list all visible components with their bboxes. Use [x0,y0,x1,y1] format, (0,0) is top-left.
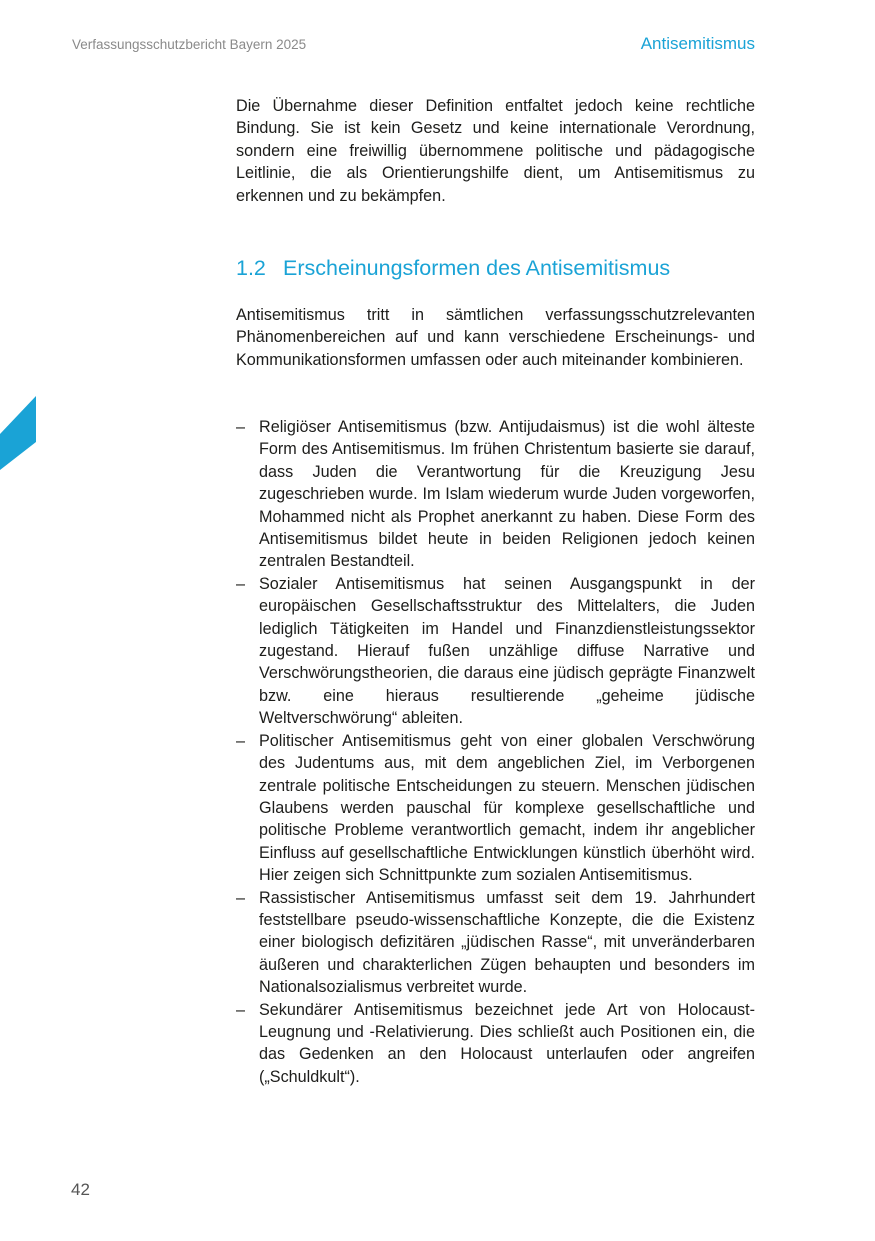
list-item-text: Sozialer Antisemitismus hat seinen Ausgangspunkt in der europäischen Gesellschaftsstruktur des Mittelalters, die Juden lediglich Tätigkeiten im Handel und Finanzdienstleistungssektor zugestand. Hierauf fußen unzählige diffuse Narrative und Verschwörungstheorien, die daraus eine jüdisch geprägte Finanzwelt bzw. eine hieraus resultierende „geheime jüdische Weltverschwörung“ ableiten. [259,574,755,728]
chapter-tab-marker [0,396,36,470]
list-item-text: Politischer Antisemitismus geht von einer globalen Verschwörung des Judentums aus, mit dem angeblichen Ziel, im Verborgenen zentrale politische Entscheidungen zu steuern. Menschen jüdischen Glaubens werden pauschal für komplexe gesellschaftliche und politische Probleme verantwortlich gemacht, indem ihr angeblicher Einfluss auf gesellschaftliche Entwicklungen künstlich überhöht wird. Hier zeigen sich Schnittpunkte zum sozialen Antisemitismus. [259,731,755,885]
section-title: Erscheinungsformen des Antisemitismus [283,256,671,280]
dash-bullet: – [236,418,246,436]
list-item-text: Sekundärer Antisemitismus bezeichnet jede Art von Holocaust-Leugnung und -Relativierung. Dies schließt auch Positionen ein, die das Gedenken an den Holocaust unterlaufen oder angreifen („Schuldkult“). [259,1000,755,1086]
list-item [236,416,755,573]
dash-bullet: – [236,888,246,907]
section-intro-block [236,304,755,371]
section-number: 1.2 [236,256,266,280]
opening-paragraph-block [236,95,755,207]
bullet-list [236,416,755,1088]
running-header-publication: Verfassungsschutzbericht Bayern 2025 [72,37,307,52]
dash-bullet: – [236,1000,246,1019]
list-item [236,887,755,999]
opening-paragraph: Die Übernahme dieser Definition entfaltet jedoch keine rechtliche Bindung. Sie ist kein Gesetz und keine internationale Verordnung, sondern eine freiwillig übernommene politische und pädagogische Leitlinie, die als Orientierungshilfe dient, um Antisemitismus zu erkennen und zu bekämpfen. [236,97,755,205]
page-number: 42 [71,1180,90,1199]
list-item-text: Religiöser Antisemitismus (bzw. Antijudaismus) ist die wohl älteste Form des Antisemitismus. Im frühen Christentum basierte sie darauf, dass Juden die Verantwortung für die Kreuzigung Jesu zugeschrieben wurde. Im Islam wiederum wurde Juden vorgeworfen, Mohammed nicht als Prophet anerkannt zu haben. Diese Form des Antisemitismus bildet heute in beiden Religionen jedoch keinen zentralen Bestandteil. [259,418,755,571]
section-intro: Antisemitismus tritt in sämtlichen verfassungsschutzrelevanten Phänomenbereichen auf und kann verschiedene Erscheinungs- und Kommunikationsformen umfassen oder auch miteinander kombinieren. [236,306,755,369]
running-header-chapter: Antisemitismus [640,34,755,53]
list-item [236,573,755,730]
section-heading [236,256,796,281]
dash-bullet: – [236,731,246,750]
list-item [236,730,755,887]
list-item [236,999,755,1089]
dash-bullet: – [236,574,246,593]
list-item-text: Rassistischer Antisemitismus umfasst seit dem 19. Jahrhundert feststellbare pseudo-wissenschaftliche Konzepte, die die Existenz einer biologisch defizitären „jüdischen Rasse“, mit unveränderbaren äußeren und charakterlichen Zügen behaupten und besonders im Nationalsozialismus verbreitet wurde. [259,888,755,997]
